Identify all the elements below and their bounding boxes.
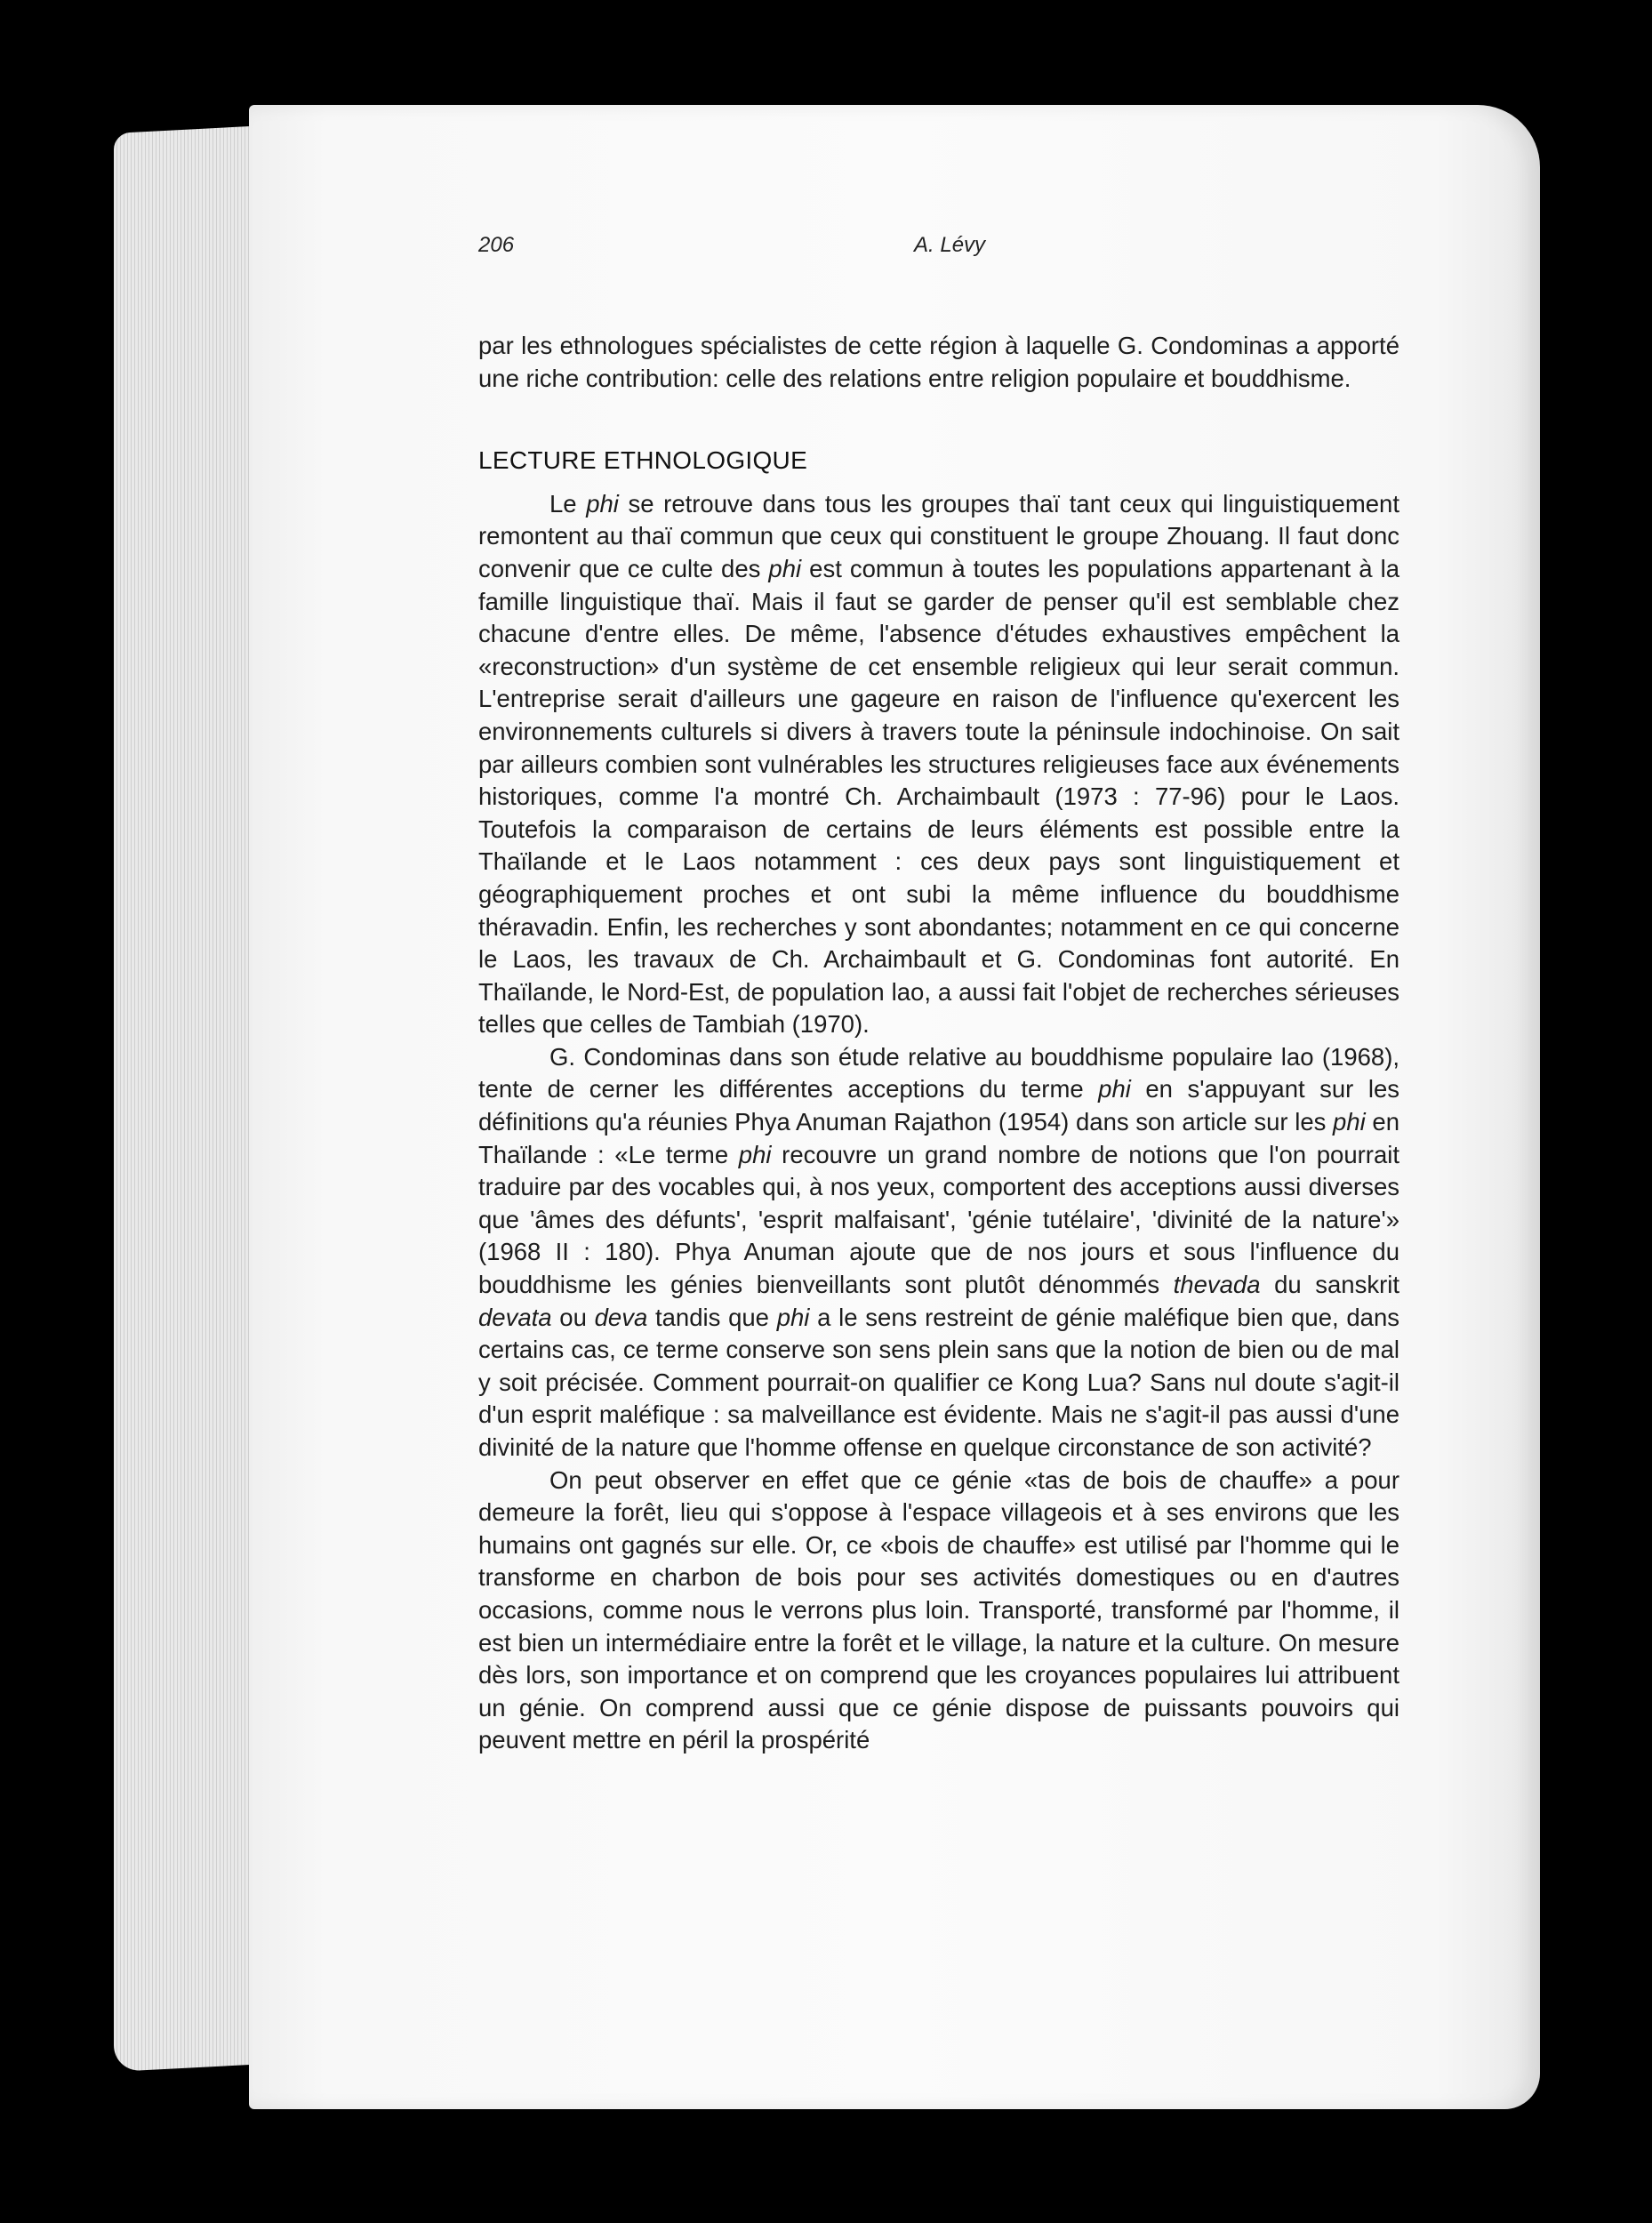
section-heading: LECTURE ETHNOLOGIQUE (478, 446, 808, 475)
paragraph-2 (478, 1041, 1399, 1465)
text-run: tandis que (647, 1303, 777, 1331)
text-run: recouvre un grand nombre de notions que l'on pourrait traduire par des vocables qui, à nos yeux, comportent des acceptions aussi diverses que 'âmes des défunts', 'esprit malfaisant', 'génie tutélaire', 'divinité de la nature'» (1968 II : 180). Phya Anuman ajoute que de nos jours et sous l'influence du bouddhisme les génies bienveillants sont plutôt dénommés (478, 1140, 1399, 1299)
italic-term: devata (478, 1303, 552, 1331)
text-run: G. Condominas dans son étude relative au bouddhisme populaire lao (1968), tente de cerner les différentes acceptions du terme (478, 1042, 1399, 1103)
text-run: en Thaïlande : «Le terme (478, 1108, 1400, 1168)
text-run: est commun à toutes les populations appartenant à la famille linguistique thaï. Mais il faut se garder de penser qu'il est semblable chez chacune d'entre elles. De même, l'absence d'études exhaustives empêchent la «reconstruction» d'un système de cet ensemble religieux qui leur serait commun. L'entreprise serait d'ailleurs une gageure en raison de l'influence qu'exercent les environnements culturels si divers à travers toute la péninsule indochinoise. On sait par ailleurs combien sont vulnérables les structures religieuses face aux événements historiques, comme l'a montré Ch. Archaimbault (1973 : 77-96) pour le Laos. Toutefois la comparaison de certains de leurs éléments est possible entre la Thaïlande et le Laos notamment : ces deux pays sont linguistiquement et géographiquement proches et ont subi la même influence du bouddhisme théravadin. Enfin, les recherches y sont abondantes; notamment en ce qui concerne le Laos, les travaux de Ch. Archaimbault et G. Condominas font autorité. En Thaïlande, le Nord-Est, de population lao, a aussi fait l'objet de recherches sérieuses telles que celles de Tambiah (1970). (478, 554, 1399, 1039)
page-content (478, 229, 1399, 1757)
italic-term: deva (594, 1303, 648, 1331)
italic-term: thevada (1173, 1271, 1261, 1299)
text-run: en s'appuyant sur les définitions qu'a réunies Phya Anuman Rajathon (1954) dans son article sur les (478, 1075, 1399, 1136)
text-run: du sanskrit (1260, 1271, 1399, 1299)
italic-term: phi (586, 489, 619, 518)
italic-term: phi (776, 1303, 810, 1331)
paragraph-1 (478, 488, 1399, 1041)
paragraph-continued: par les ethnologues spécialistes de cette région à laquelle G. Condominas a apporté une riche contribution: celle des relations entre religion populaire et bouddhisme. (478, 332, 1399, 392)
text-run: Le (549, 489, 587, 518)
paragraph-3: On peut observer en effet que ce génie «tas de bois de chauffe» a pour demeure la forêt, lieu qui s'oppose à l'espace villageois et à ses environs que les humains ont gagnés sur elle. Or, ce «bois de chauffe» est utilisé par l'homme qui le transforme en charbon de bois pour ses activités domestiques ou en d'autres occasions, comme nous le verrons plus loin. Transporté, transformé par l'homme, il est bien un intermédiaire entre la forêt et le village, la nature et la culture. On mesure dès lors, son importance et on comprend que les croyances populaires lui attribuent un génie. On comprend aussi que ce génie dispose de puissants pouvoirs qui peuvent mettre en péril la prospérité (478, 1465, 1399, 1754)
running-head-author: A. Lévy (914, 233, 986, 257)
italic-term: phi (1098, 1075, 1131, 1103)
page-number: 206 (478, 233, 515, 257)
text-run: ou (551, 1303, 595, 1331)
italic-term: phi (768, 554, 802, 582)
book-page (249, 105, 1540, 2109)
text-run: a le sens restreint de génie maléfique bien que, dans certains cas, ce terme conserve son sens plein sans que la notion de bien ou de mal y soit précisée. Comment pourrait-on qualifier ce Kong Lua? Sans nul doute s'agit-il d'un esprit maléfique : sa malveillance est évidente. Mais ne s'agit-il pas aussi d'une divinité de la nature que l'homme offense en quelque circonstance de son activité? (478, 1303, 1400, 1461)
page-edges (114, 126, 256, 2072)
running-head (478, 229, 1399, 265)
body-text (478, 330, 1399, 1757)
italic-term: phi (738, 1140, 772, 1168)
text-run: se retrouve dans tous les groupes thaï tant ceux qui linguistiquement remontent au thaï commun que ceux qui constituent le groupe Zhouang. Il faut donc convenir que ce culte des (478, 489, 1399, 582)
italic-term: phi (1333, 1108, 1366, 1136)
